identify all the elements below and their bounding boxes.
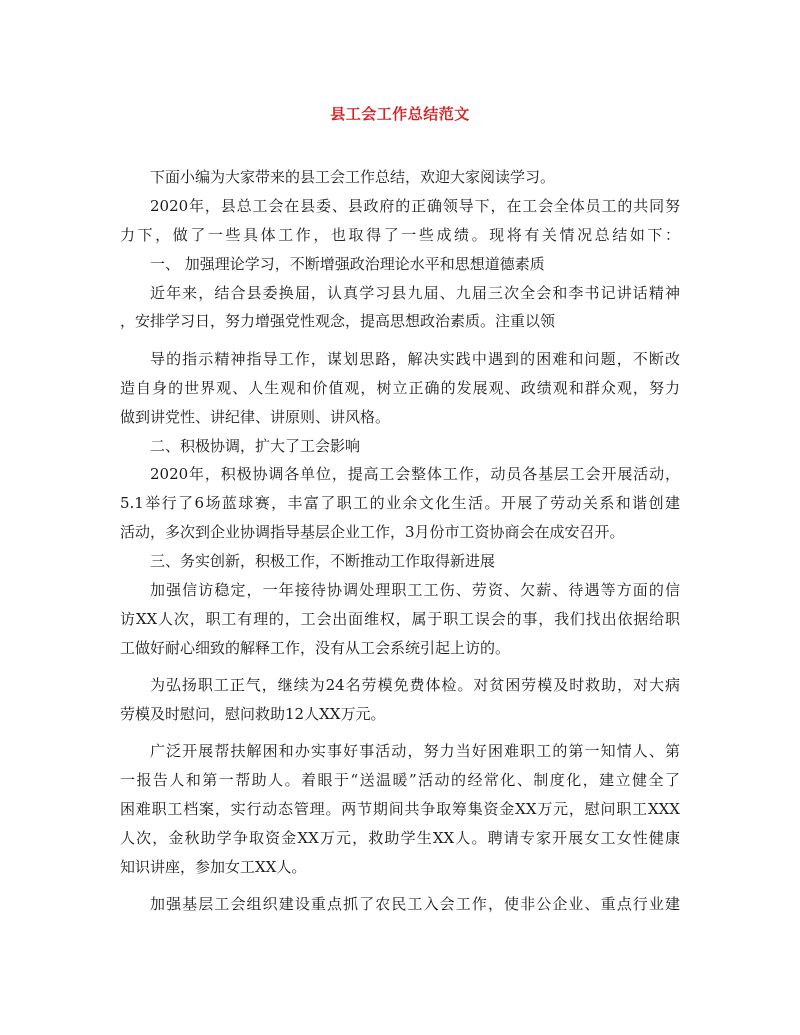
paragraph-line: 做到讲党性、讲纪律、讲原则、讲风格。 [120, 407, 391, 426]
paragraph-line: 加强信访稳定，一年接待协调处理职工工伤、劳资、欠薪、待遇等方面的信 [150, 580, 680, 599]
paragraph-line: 5.1举行了6场蓝球赛，丰富了职工的业余文化生活。开展了劳动关系和谐创建 [120, 494, 680, 513]
paragraph-line: 广泛开展帮扶解困和办实事好事活动，努力当好困难职工的第一知情人、第 [150, 742, 680, 761]
paragraph-line: 近年来，结合县委换届，认真学习县九届、九届三次全会和李书记讲话精神 [150, 283, 680, 302]
paragraph-line: 活动，多次到企业协调指导基层企业工作，3月份市工资协商会在成安召开。 [120, 523, 625, 542]
section-heading-2: 二、积极协调，扩大了工会影响 [150, 436, 361, 455]
document-title: 县工会工作总结范文 [330, 105, 470, 123]
paragraph-line: 加强基层工会组织建设重点抓了农民工入会工作，使非公企业、重点行业建 [150, 895, 680, 914]
paragraph-line: 访XX人次，职工有理的，工会出面维权，属于职工误会的事，我们找出依据给职 [120, 609, 680, 628]
section-heading-3: 三、务实创新，积极工作，不断推动工作取得新进展 [150, 552, 496, 571]
paragraph-line: ，安排学习日，努力增强党性观念，提高思想政治素质。注重以领 [120, 312, 556, 331]
paragraph-line: 工做好耐心细致的解释工作，没有从工会系统引起上访的。 [120, 638, 511, 657]
paragraph-line: 为弘扬职工正气，继续为24名劳模免费体检。对贫困劳模及时救助，对大病 [150, 676, 680, 695]
section-heading-1: 一、 加强理论学习，不断增强政治理论水平和思想道德素质 [150, 254, 545, 273]
paragraph-line: 造自身的世界观、人生观和价值观，树立正确的发展观、政绩观和群众观，努力 [120, 378, 680, 397]
paragraph-line: 2020年，县总工会在县委、县政府的正确领导下，在工会全体员工的共同努 [150, 196, 680, 215]
paragraph-line: 劳模及时慰问，慰问救助12人XX万元。 [120, 705, 386, 724]
paragraph-line: 知识讲座，参加女工XX人。 [120, 857, 307, 876]
paragraph-line: 困难职工档案，实行动态管理。两节期间共争取筹集资金XX万元，慰问职工XXX [120, 800, 680, 819]
paragraph-line: 一报告人和第一帮助人。着眼于“送温暖”活动的经常化、制度化，建立健全了 [120, 771, 680, 790]
paragraph-line: 2020年，积极协调各单位，提高工会整体工作，动员各基层工会开展活动， [150, 465, 680, 484]
paragraph-intro: 下面小编为大家带来的县工会工作总结，欢迎大家阅读学习。 [150, 168, 556, 186]
paragraph-line: 导的指示精神指导工作，谋划思路，解决实践中遇到的困难和问题，不断改 [150, 349, 680, 368]
paragraph-line: 力下，做了一些具体工作，也取得了一些成绩。现将有关情况总结如下： [120, 225, 680, 244]
paragraph-line: 人次，金秋助学争取资金XX万元，救助学生XX人。聘请专家开展女工女性健康 [120, 829, 680, 848]
document-body [120, 163, 680, 919]
